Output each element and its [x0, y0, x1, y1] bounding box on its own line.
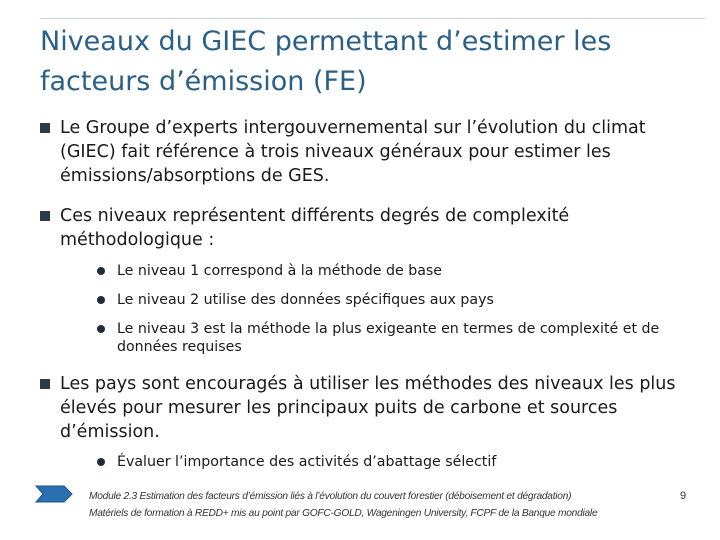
sub-bullet-text: Le niveau 2 utilise des données spécifiques aux pays — [117, 292, 494, 308]
top-divider — [40, 18, 705, 19]
footer-materials-line: Matériels de formation à REDD+ mis au point par GOFC-GOLD, Wageningen University, FCPF de la Banque mondiale — [89, 508, 598, 519]
round-bullet-icon — [97, 458, 105, 466]
square-bullet-icon — [40, 211, 50, 221]
sub-bullet-level-3 — [97, 320, 697, 356]
footer-module-line: Module 2.3 Estimation des facteurs d’émission liés à l’évolution du couvert forestier (déboisement et dégradation) — [89, 491, 572, 502]
sub-bullet-level-1 — [97, 262, 697, 280]
page-number: 9 — [680, 490, 687, 502]
sub-bullet-level-2 — [97, 291, 697, 309]
slide-title: Niveaux du GIEC permettant d’estimer les facteurs d’émission (FE) — [40, 26, 612, 97]
footer-credits — [89, 488, 689, 522]
sub-bullet-text: Évaluer l’importance des activités d’abattage sélectif — [117, 454, 497, 470]
round-bullet-icon — [97, 325, 105, 333]
sub-bullet-selective-logging — [97, 453, 697, 471]
sub-bullet-text: Le niveau 1 correspond à la méthode de base — [117, 263, 443, 279]
sub-bullet-text: Le niveau 3 est la méthode la plus exigeante en termes de complexité et de données requises — [117, 321, 660, 355]
round-bullet-icon — [97, 267, 105, 275]
bullet-encouraged — [40, 372, 700, 444]
round-bullet-icon — [97, 296, 105, 304]
bullet-text: Ces niveaux représentent différents degrés de complexité méthodologique : — [60, 206, 570, 250]
chevron-arrow-icon — [34, 483, 74, 505]
bullet-text: Le Groupe d’experts intergouvernemental sur l’évolution du climat (GIEC) fait référence à trois niveaux généraux pour estimer les émissions/absorptions de GES. — [60, 118, 646, 186]
square-bullet-icon — [40, 379, 50, 389]
square-bullet-icon — [40, 123, 50, 133]
bullet-giec-levels — [40, 116, 700, 188]
bullet-text: Les pays sont encouragés à utiliser les méthodes des niveaux les plus élevés pour mesurer les principaux puits de carbone et sources d’émission. — [60, 374, 676, 442]
bullet-complexity — [40, 204, 700, 252]
